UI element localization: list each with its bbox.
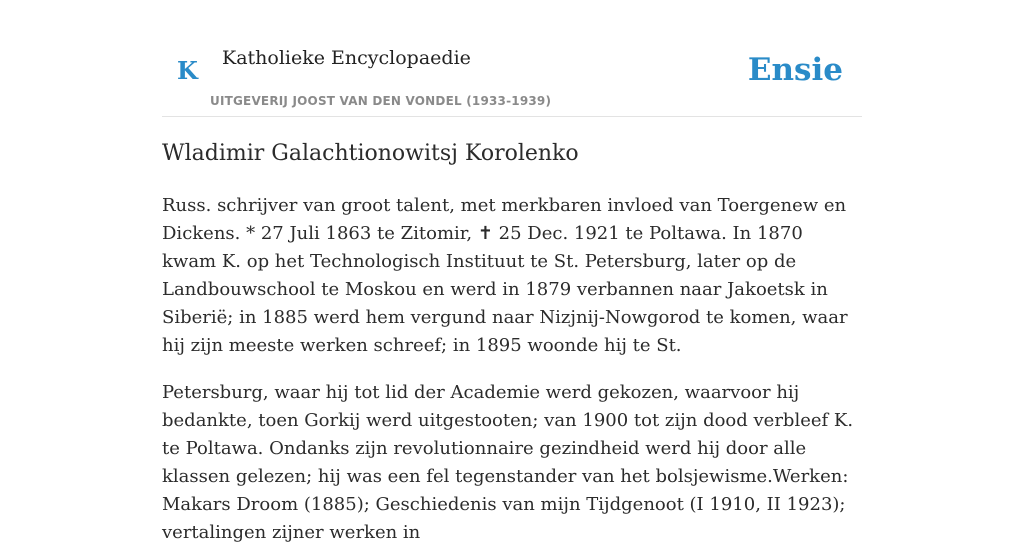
article-paragraph: Russ. schrijver van groot talent, met merkbaren invloed van Toergenew en Dickens. * 27 Juli 1863 te Zitomir, ✝ 25 Dec. 1921 te Poltawa. In 1870 kwam K. op het Technologisch Instituut te St. Petersburg, later op de Landbouwschool te Moskou en werd in 1879 verbannen naar Jakoetsk in Siberië; in 1885 werd hem vergund naar Nizjnij-Nowgorod te komen, waar hij zijn meeste werken schreef; in 1895 woonde hij te St.: [162, 195, 848, 356]
encyclopedia-logo[interactable]: K: [177, 56, 198, 85]
ensie-logo[interactable]: Ensie: [747, 52, 843, 88]
article-content: [162, 138, 862, 547]
site-title[interactable]: Katholieke Encyclopaedie: [222, 47, 471, 69]
site-header: [162, 0, 862, 117]
publisher-label: UITGEVERIJ JOOST VAN DEN VONDEL (1933-1939): [210, 94, 552, 108]
article-title: Wladimir Galachtionowitsj Korolenko: [162, 141, 579, 166]
article-paragraph: Petersburg, waar hij tot lid der Academie werd gekozen, waarvoor hij bedankte, toen Gorkij werd uitgestooten; van 1900 tot zijn dood verbleef K. te Poltawa. Ondanks zijn revolutionnaire gezindheid werd hij door alle klassen gelezen; hij was een fel tegenstander van het bolsjewisme.Werken: Makars Droom (1885); Geschiedenis van mijn Tijdgenoot (I 1910, II 1923); vertalingen zijner werken in: [162, 382, 854, 543]
